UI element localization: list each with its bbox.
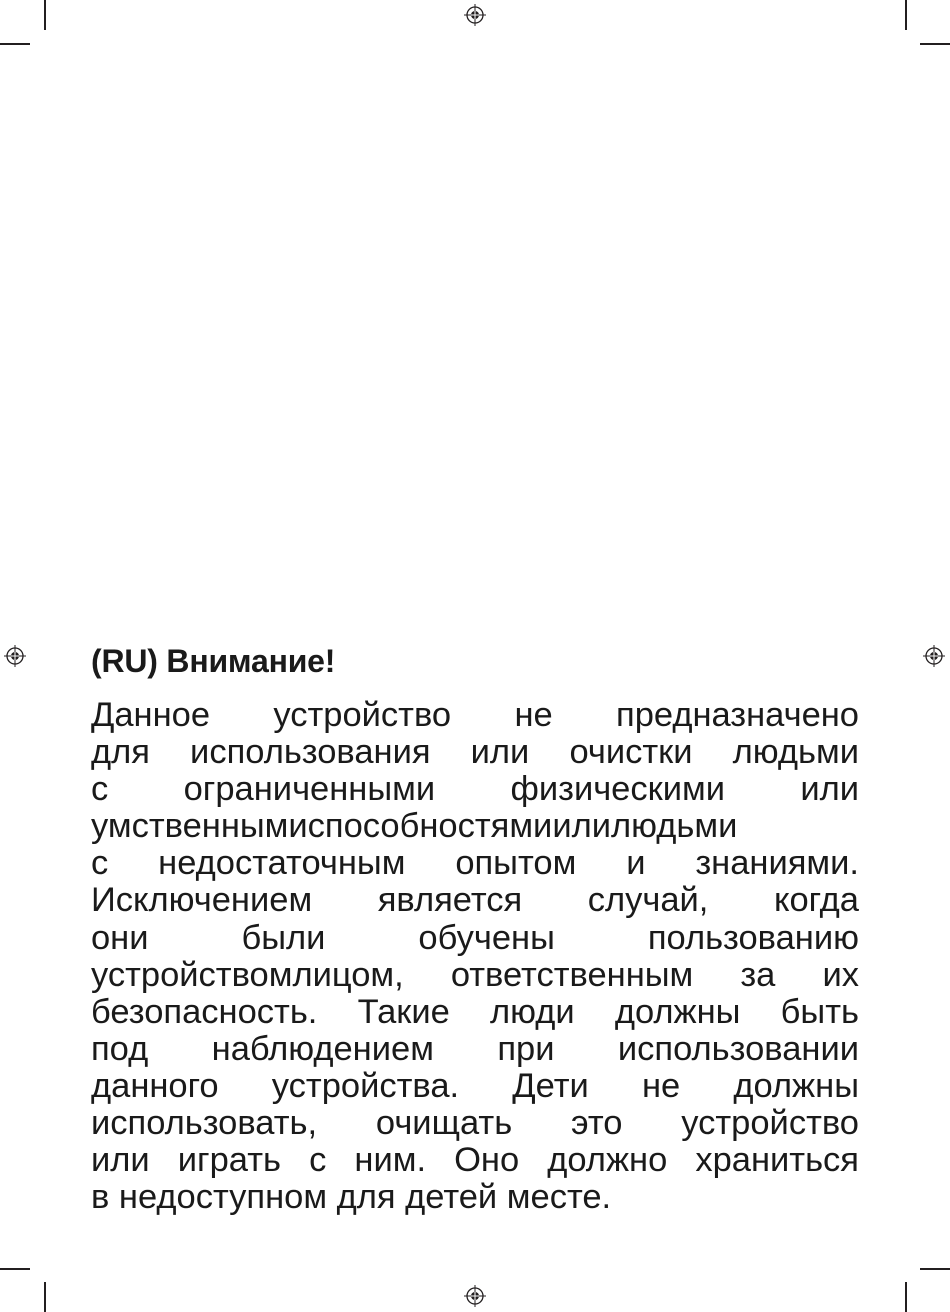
body-line: с ограниченными физическими или: [91, 770, 859, 809]
registration-mark-right-icon: [923, 645, 945, 667]
body-line: под наблюдением при использовании: [91, 1029, 859, 1068]
body-line: в недоступном для детей месте.: [91, 1178, 612, 1217]
registration-mark-top-icon: [464, 4, 486, 26]
body-line: с недостаточным опытом и знаниями.: [91, 844, 859, 883]
body-line: для использования или очистки людьми: [91, 733, 859, 772]
registration-mark-left-icon: [4, 645, 26, 667]
body-line: использовать, очищать это устройство: [91, 1104, 859, 1143]
crop-mark-bottom-left-h: [0, 1268, 30, 1270]
body-line: устройствомлицом, ответственным за их: [91, 955, 859, 994]
crop-mark-top-right-h: [920, 43, 950, 45]
body-line: или играть с ним. Оно должно храниться: [91, 1141, 859, 1180]
warning-section: [91, 641, 859, 1216]
crop-mark-bottom-right-h: [920, 1268, 950, 1270]
body-line: данного устройства. Дети не должны: [91, 1066, 859, 1105]
crop-mark-top-left-v: [44, 0, 46, 30]
body-line: безопасность. Такие люди должны быть: [91, 992, 859, 1031]
crop-mark-bottom-left-v: [44, 1282, 46, 1312]
crop-mark-top-right-v: [905, 0, 907, 30]
body-line: умственнымиспособностямиилилюдьми: [91, 807, 738, 846]
crop-mark-bottom-right-v: [905, 1282, 907, 1312]
warning-body: [91, 697, 859, 1216]
registration-mark-bottom-icon: [464, 1285, 486, 1307]
body-line: Данное устройство не предназначено: [91, 696, 859, 734]
crop-mark-top-left-h: [0, 43, 30, 45]
body-line: они были обучены пользованию: [91, 918, 859, 957]
body-line: Исключением является случай, когда: [91, 881, 859, 920]
warning-heading: (RU) Внимание!: [91, 643, 336, 679]
